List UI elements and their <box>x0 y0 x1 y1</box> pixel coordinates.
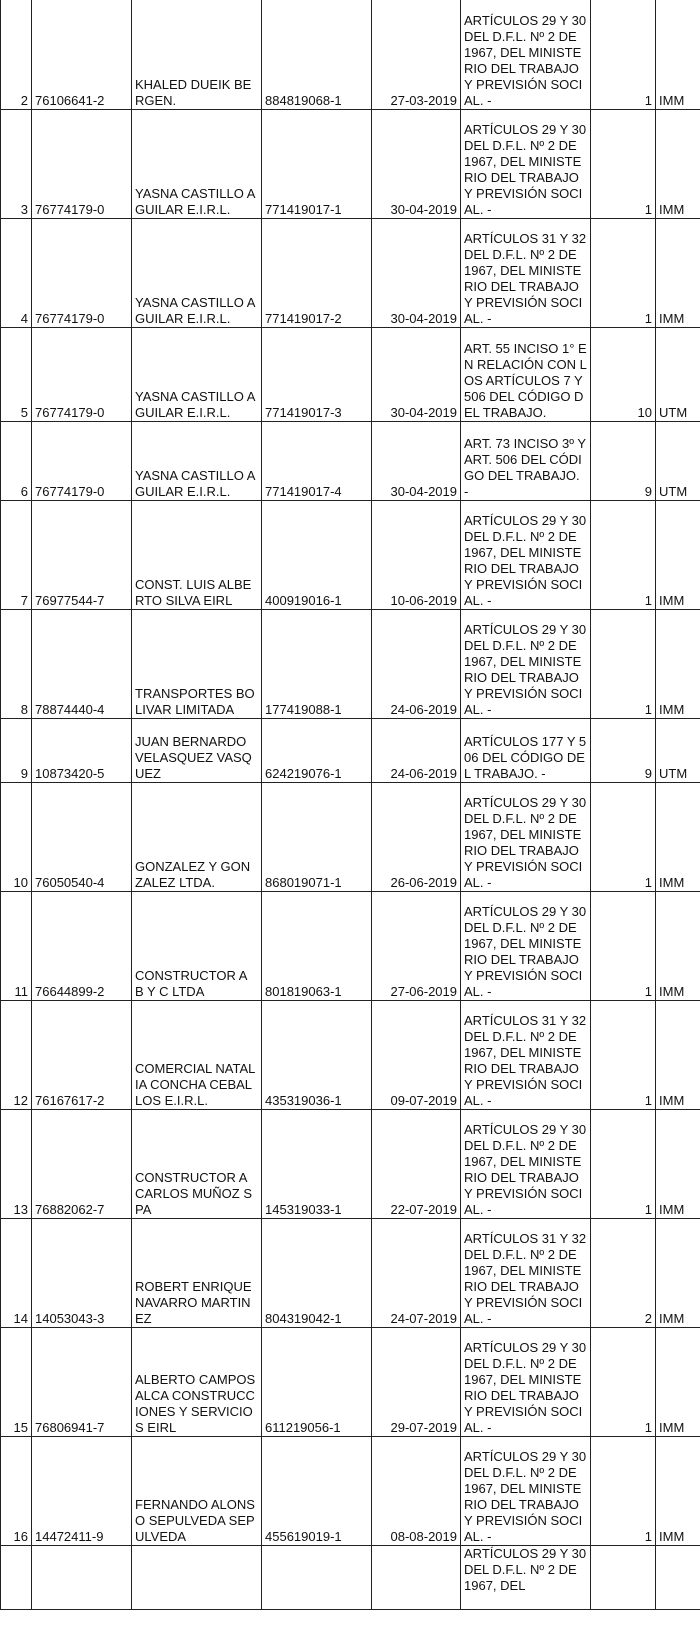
row-number: 14 <box>1 1219 32 1328</box>
row-number <box>1 1546 32 1610</box>
company-name-cell: YASNA CASTILLO AGUILAR E.I.R.L. <box>132 219 262 328</box>
resolution-number-cell: 804319042-1 <box>262 1219 372 1328</box>
rut-cell: 76774179-0 <box>32 110 132 219</box>
infringed-law-cell: ARTÍCULOS 29 Y 30 DEL D.F.L. Nº 2 DE 1967, DEL MINISTERIO DEL TRABAJO Y PREVISIÓN SOCIAL. - <box>461 1110 591 1219</box>
resolution-number-cell: 624219076-1 <box>262 719 372 783</box>
table-row <box>1 1219 700 1328</box>
table-row <box>1 422 700 501</box>
resolution-number-cell: 868019071-1 <box>262 783 372 892</box>
fine-amount-cell: 1 <box>591 1437 656 1546</box>
fine-unit-cell: IMM <box>656 1001 700 1110</box>
table-row <box>1 610 700 719</box>
resolution-number-cell: 771419017-3 <box>262 328 372 422</box>
row-number: 16 <box>1 1437 32 1546</box>
resolution-number-cell: 771419017-2 <box>262 219 372 328</box>
infringed-law-cell: ART. 73 INCISO 3º Y ART. 506 DEL CÓDIGO DEL TRABAJO. - <box>461 422 591 501</box>
resolution-number-cell: 884819068-1 <box>262 0 372 110</box>
table-row <box>1 328 700 422</box>
fine-unit-cell: UTM <box>656 719 700 783</box>
date-cell: 08-08-2019 <box>372 1437 461 1546</box>
sanctions-table-body <box>1 0 700 1610</box>
resolution-number-cell <box>262 1546 372 1610</box>
date-cell: 27-03-2019 <box>372 0 461 110</box>
company-name-cell <box>132 1546 262 1610</box>
date-cell: 30-04-2019 <box>372 219 461 328</box>
table-row <box>1 501 700 610</box>
fine-unit-cell: IMM <box>656 1110 700 1219</box>
company-name-cell: KHALED DUEIK BERGEN. <box>132 0 262 110</box>
table-row <box>1 1110 700 1219</box>
infringed-law-cell: ARTÍCULOS 29 Y 30 DEL D.F.L. Nº 2 DE 1967, DEL MINISTERIO DEL TRABAJO Y PREVISIÓN SOCIAL. - <box>461 1328 591 1437</box>
company-name-cell: YASNA CASTILLO AGUILAR E.I.R.L. <box>132 422 262 501</box>
fine-amount-cell: 2 <box>591 1219 656 1328</box>
resolution-number-cell: 400919016-1 <box>262 501 372 610</box>
company-name-cell: ROBERT ENRIQUE NAVARRO MARTINEZ <box>132 1219 262 1328</box>
table-row <box>1 892 700 1001</box>
date-cell <box>372 1546 461 1610</box>
table-row <box>1 0 700 110</box>
rut-cell: 76106641-2 <box>32 0 132 110</box>
row-number: 3 <box>1 110 32 219</box>
rut-cell: 76644899-2 <box>32 892 132 1001</box>
infringed-law-cell: ARTÍCULOS 29 Y 30 DEL D.F.L. Nº 2 DE 1967, DEL MINISTERIO DEL TRABAJO Y PREVISIÓN SOCIAL. - <box>461 0 591 110</box>
date-cell: 24-06-2019 <box>372 719 461 783</box>
fine-amount-cell: 1 <box>591 110 656 219</box>
infringed-law-cell: ARTÍCULOS 29 Y 30 DEL D.F.L. Nº 2 DE 1967, DEL MINISTERIO DEL TRABAJO Y PREVISIÓN SOCIAL. - <box>461 610 591 719</box>
infringed-law-cell: ARTÍCULOS 31 Y 32 DEL D.F.L. Nº 2 DE 1967, DEL MINISTERIO DEL TRABAJO Y PREVISIÓN SOCIAL. - <box>461 1001 591 1110</box>
rut-cell: 76977544-7 <box>32 501 132 610</box>
row-number: 15 <box>1 1328 32 1437</box>
infringed-law-cell: ARTÍCULOS 177 Y 506 DEL CÓDIGO DEL TRABAJO. - <box>461 719 591 783</box>
rut-cell: 76050540-4 <box>32 783 132 892</box>
rut-cell: 78874440-4 <box>32 610 132 719</box>
row-number: 7 <box>1 501 32 610</box>
fine-unit-cell: IMM <box>656 892 700 1001</box>
rut-cell: 76774179-0 <box>32 422 132 501</box>
date-cell: 09-07-2019 <box>372 1001 461 1110</box>
company-name-cell: GONZALEZ Y GONZALEZ LTDA. <box>132 783 262 892</box>
fine-unit-cell: IMM <box>656 610 700 719</box>
row-number: 9 <box>1 719 32 783</box>
fine-unit-cell: IMM <box>656 110 700 219</box>
fine-unit-cell <box>656 1546 700 1610</box>
resolution-number-cell: 455619019-1 <box>262 1437 372 1546</box>
row-number: 5 <box>1 328 32 422</box>
row-number: 12 <box>1 1001 32 1110</box>
fine-amount-cell: 1 <box>591 219 656 328</box>
fine-amount-cell: 1 <box>591 610 656 719</box>
table-row <box>1 783 700 892</box>
fine-amount-cell: 1 <box>591 1110 656 1219</box>
date-cell: 22-07-2019 <box>372 1110 461 1219</box>
rut-cell: 76167617-2 <box>32 1001 132 1110</box>
infringed-law-cell: ARTÍCULOS 29 Y 30 DEL D.F.L. Nº 2 DE 1967, DEL <box>461 1546 591 1610</box>
fine-amount-cell: 9 <box>591 719 656 783</box>
infringed-law-cell: ARTÍCULOS 29 Y 30 DEL D.F.L. Nº 2 DE 1967, DEL MINISTERIO DEL TRABAJO Y PREVISIÓN SOCIAL. - <box>461 1437 591 1546</box>
fine-amount-cell <box>591 1546 656 1610</box>
resolution-number-cell: 177419088-1 <box>262 610 372 719</box>
rut-cell: 76774179-0 <box>32 219 132 328</box>
row-number: 6 <box>1 422 32 501</box>
infringed-law-cell: ARTÍCULOS 31 Y 32 DEL D.F.L. Nº 2 DE 1967, DEL MINISTERIO DEL TRABAJO Y PREVISIÓN SOCIAL. - <box>461 219 591 328</box>
resolution-number-cell: 611219056-1 <box>262 1328 372 1437</box>
date-cell: 10-06-2019 <box>372 501 461 610</box>
fine-amount-cell: 1 <box>591 1001 656 1110</box>
date-cell: 29-07-2019 <box>372 1328 461 1437</box>
rut-cell <box>32 1546 132 1610</box>
company-name-cell: JUAN BERNARDO VELASQUEZ VASQUEZ <box>132 719 262 783</box>
company-name-cell: YASNA CASTILLO AGUILAR E.I.R.L. <box>132 328 262 422</box>
table-row <box>1 1437 700 1546</box>
fine-amount-cell: 1 <box>591 0 656 110</box>
fine-amount-cell: 1 <box>591 892 656 1001</box>
table-row <box>1 1328 700 1437</box>
table-row <box>1 1001 700 1110</box>
fine-unit-cell: IMM <box>656 501 700 610</box>
date-cell: 24-07-2019 <box>372 1219 461 1328</box>
table-row <box>1 1546 700 1610</box>
infringed-law-cell: ARTÍCULOS 29 Y 30 DEL D.F.L. Nº 2 DE 1967, DEL MINISTERIO DEL TRABAJO Y PREVISIÓN SOCIAL. - <box>461 783 591 892</box>
fine-unit-cell: UTM <box>656 422 700 501</box>
resolution-number-cell: 145319033-1 <box>262 1110 372 1219</box>
fine-amount-cell: 1 <box>591 783 656 892</box>
company-name-cell: FERNANDO ALONSO SEPULVEDA SEPULVEDA <box>132 1437 262 1546</box>
fine-unit-cell: IMM <box>656 1328 700 1437</box>
fine-unit-cell: IMM <box>656 0 700 110</box>
fine-amount-cell: 10 <box>591 328 656 422</box>
date-cell: 27-06-2019 <box>372 892 461 1001</box>
row-number: 4 <box>1 219 32 328</box>
resolution-number-cell: 801819063-1 <box>262 892 372 1001</box>
company-name-cell: CONSTRUCTOR A B Y C LTDA <box>132 892 262 1001</box>
row-number: 8 <box>1 610 32 719</box>
rut-cell: 14472411-9 <box>32 1437 132 1546</box>
rut-cell: 14053043-3 <box>32 1219 132 1328</box>
resolution-number-cell: 771419017-4 <box>262 422 372 501</box>
rut-cell: 76774179-0 <box>32 328 132 422</box>
company-name-cell: CONSTRUCTOR A CARLOS MUÑOZ SPA <box>132 1110 262 1219</box>
company-name-cell: YASNA CASTILLO AGUILAR E.I.R.L. <box>132 110 262 219</box>
row-number: 2 <box>1 0 32 110</box>
fine-unit-cell: IMM <box>656 1219 700 1328</box>
resolution-number-cell: 435319036-1 <box>262 1001 372 1110</box>
rut-cell: 10873420-5 <box>32 719 132 783</box>
table-row <box>1 719 700 783</box>
company-name-cell: ALBERTO CAMPOS ALCA CONSTRUCCIONES Y SERVICIOS EIRL <box>132 1328 262 1437</box>
company-name-cell: TRANSPORTES BOLIVAR LIMITADA <box>132 610 262 719</box>
fine-unit-cell: IMM <box>656 1437 700 1546</box>
fine-amount-cell: 1 <box>591 1328 656 1437</box>
row-number: 11 <box>1 892 32 1001</box>
fine-amount-cell: 1 <box>591 501 656 610</box>
fine-amount-cell: 9 <box>591 422 656 501</box>
infringed-law-cell: ARTÍCULOS 31 Y 32 DEL D.F.L. Nº 2 DE 1967, DEL MINISTERIO DEL TRABAJO Y PREVISIÓN SOCIAL. - <box>461 1219 591 1328</box>
infringed-law-cell: ARTÍCULOS 29 Y 30 DEL D.F.L. Nº 2 DE 1967, DEL MINISTERIO DEL TRABAJO Y PREVISIÓN SOCIAL. - <box>461 892 591 1001</box>
table-row <box>1 219 700 328</box>
company-name-cell: CONST. LUIS ALBERTO SILVA EIRL <box>132 501 262 610</box>
date-cell: 30-04-2019 <box>372 422 461 501</box>
infringed-law-cell: ARTÍCULOS 29 Y 30 DEL D.F.L. Nº 2 DE 1967, DEL MINISTERIO DEL TRABAJO Y PREVISIÓN SOCIAL. - <box>461 110 591 219</box>
row-number: 10 <box>1 783 32 892</box>
date-cell: 24-06-2019 <box>372 610 461 719</box>
date-cell: 26-06-2019 <box>372 783 461 892</box>
row-number: 13 <box>1 1110 32 1219</box>
infringed-law-cell: ARTÍCULOS 29 Y 30 DEL D.F.L. Nº 2 DE 1967, DEL MINISTERIO DEL TRABAJO Y PREVISIÓN SOCIAL. - <box>461 501 591 610</box>
fine-unit-cell: UTM <box>656 328 700 422</box>
company-name-cell: COMERCIAL NATALIA CONCHA CEBALLOS E.I.R.L. <box>132 1001 262 1110</box>
infringed-law-cell: ART. 55 INCISO 1° EN RELACIÓN CON LOS ARTÍCULOS 7 Y 506 DEL CÓDIGO DEL TRABAJO. <box>461 328 591 422</box>
resolution-number-cell: 771419017-1 <box>262 110 372 219</box>
rut-cell: 76882062-7 <box>32 1110 132 1219</box>
rut-cell: 76806941-7 <box>32 1328 132 1437</box>
date-cell: 30-04-2019 <box>372 328 461 422</box>
table-row <box>1 110 700 219</box>
fine-unit-cell: IMM <box>656 783 700 892</box>
fine-unit-cell: IMM <box>656 219 700 328</box>
date-cell: 30-04-2019 <box>372 110 461 219</box>
